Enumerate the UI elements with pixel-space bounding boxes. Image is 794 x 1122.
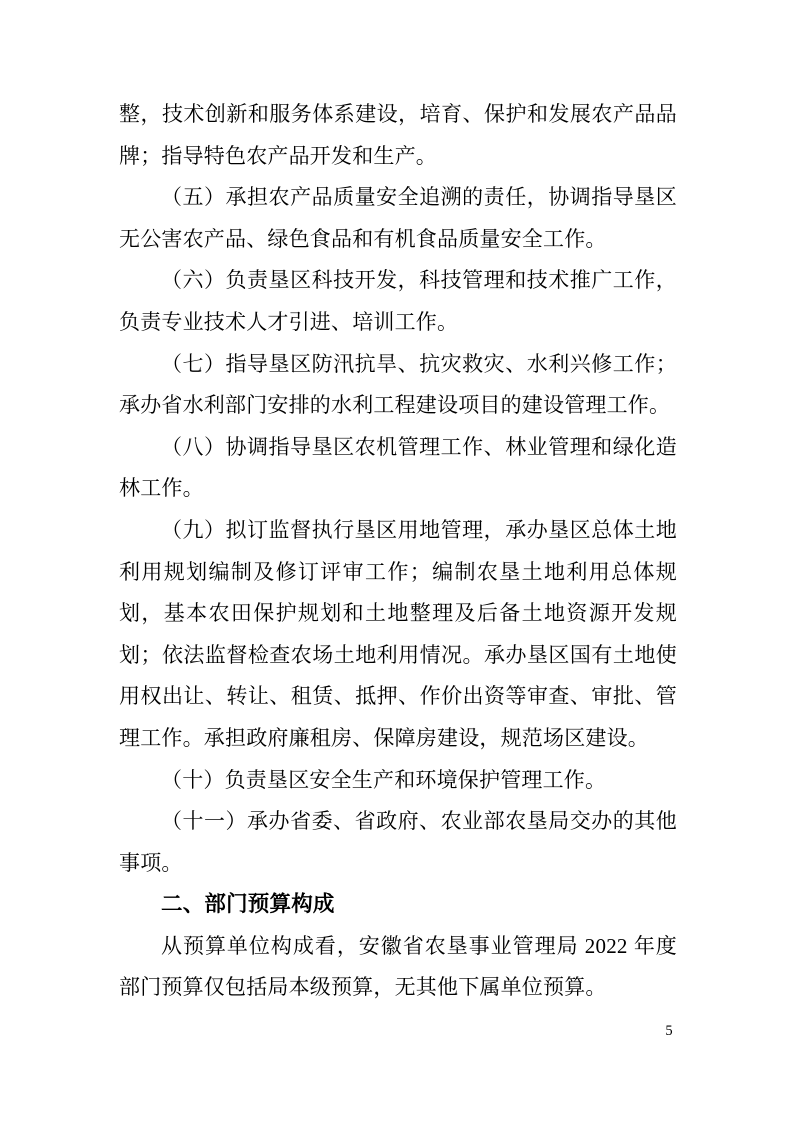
text-line: 理工作。承担政府廉租房、保障房建设，规范场区建设。 — [119, 725, 649, 750]
text-line: 牌；指导特色农产品开发和生产。 — [119, 143, 437, 168]
text-line: 利用规划编制及修订评审工作；编制农垦土地利用总体规 — [119, 559, 677, 584]
text-line: （十一）承办省委、省政府、农业部农垦局交办的其他 — [161, 809, 677, 834]
text-line: （七）指导垦区防汛抗旱、抗灾救灾、水利兴修工作； — [161, 351, 677, 376]
text-line: 划，基本农田保护规划和土地整理及后备土地资源开发规 — [119, 601, 677, 626]
section-heading: 二、部门预算构成 — [161, 892, 335, 917]
text-line: 整，技术创新和服务体系建设，培育、保护和发展农产品品 — [119, 102, 677, 126]
text-line: （九）拟订监督执行垦区用地管理，承办垦区总体土地 — [161, 517, 677, 542]
page-number: 5 — [665, 1023, 673, 1039]
text-line: 用权出让、转让、租赁、抵押、作价出资等审查、审批、管 — [119, 684, 677, 709]
text-line: 划；依法监督检查农场土地利用情况。承办垦区国有土地使 — [119, 642, 677, 667]
text-line: （五）承担农产品质量安全追溯的责任，协调指导垦区 — [161, 185, 677, 210]
text-line: 无公害农产品、绿色食品和有机食品质量安全工作。 — [119, 226, 607, 251]
text-line: 部门预算仅包括局本级预算，无其他下属单位预算。 — [119, 975, 607, 1000]
text-line: （八）协调指导垦区农机管理工作、林业管理和绿化造 — [161, 434, 677, 459]
text-line: 负责专业技术人才引进、培训工作。 — [119, 309, 459, 334]
page-content — [119, 94, 677, 1009]
text-line: 承办省水利部门安排的水利工程建设项目的建设管理工作。 — [119, 393, 671, 418]
text-line: 林工作。 — [119, 476, 204, 501]
text-line: （六）负责垦区科技开发，科技管理和技术推广工作， — [161, 268, 677, 293]
text-line: 从预算单位构成看，安徽省农垦事业管理局 2022 年度 — [161, 933, 677, 958]
text-line: （十）负责垦区安全生产和环境保护管理工作。 — [161, 767, 607, 792]
text-line: 事项。 — [119, 850, 183, 875]
